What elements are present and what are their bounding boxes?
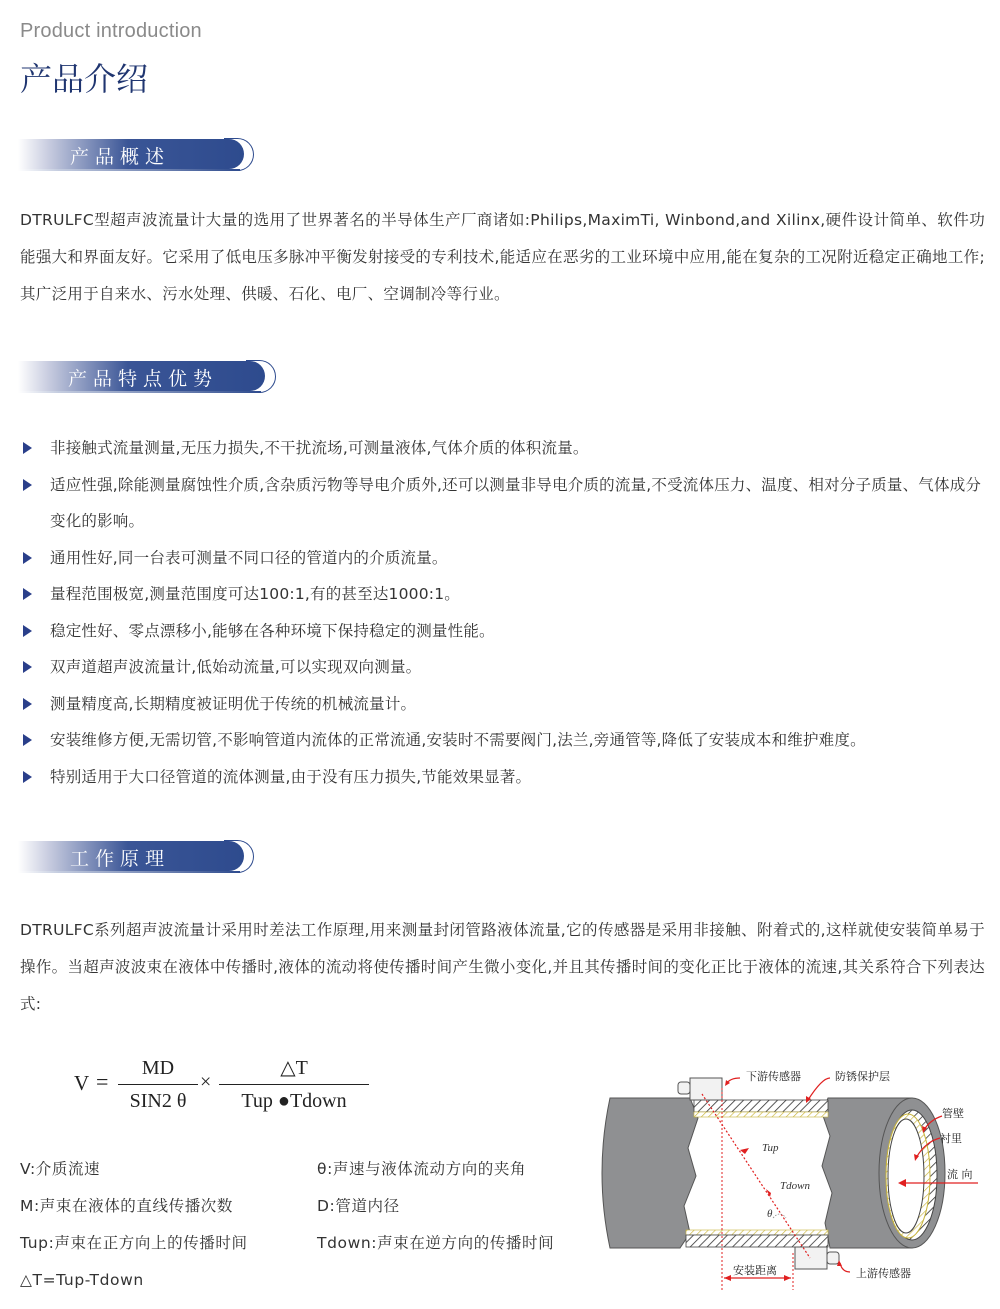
triangle-bullet-icon: [23, 661, 32, 673]
list-item: 通用性好,同一台表可测量不同口径的管道内的介质流量。: [20, 540, 990, 577]
list-item: 稳定性好、零点漂移小,能够在各种环境下保持稳定的测量性能。: [20, 613, 990, 650]
section-title: 产品概述: [70, 146, 171, 168]
triangle-bullet-icon: [23, 698, 32, 710]
label-install-distance: 安装距离: [733, 1264, 777, 1277]
page-title: 产品介绍: [20, 60, 149, 98]
pipe-illustration: [590, 1058, 1000, 1298]
section-title: 工作原理: [70, 848, 171, 870]
features-list: [20, 430, 990, 795]
section-title: 产品特点优势: [68, 368, 219, 390]
list-item: 非接触式流量测量,无压力损失,不干扰流场,可测量液体,气体介质的体积流量。: [20, 430, 990, 467]
triangle-bullet-icon: [23, 588, 32, 600]
ultrasonic-pipe-diagram: [590, 1058, 1000, 1298]
section-tab-principle: [18, 841, 253, 873]
section-tab-overview: [18, 139, 253, 171]
list-item: 适应性强,除能测量腐蚀性介质,含杂质污物等导电介质外,还可以测量非导电介质的流量,不受流体压力、温度、相对分子质量、气体成分变化的影响。: [20, 467, 990, 540]
label-pipe-wall: 管壁: [942, 1107, 964, 1120]
page-subtitle: Product introduction: [20, 20, 202, 42]
list-item: 测量精度高,长期精度被证明优于传统的机械流量计。: [20, 686, 990, 723]
formula-legend: V:介质流速 θ:声速与液体流动方向的夹角 M:声束在液体的直线传播次数 D:管道内径 Tup:声束在正方向上的传播时间 Tdown:声束在逆方向的传播时间 △T=Tup-Tdown: [20, 1160, 555, 1289]
fraction-delta-t: △T Tup ●Tdown: [219, 1055, 369, 1114]
overview-paragraph: DTRULFC型超声波流量计大量的选用了世界著名的半导体生产厂商诸如:Philips,MaximTi, Winbond,and Xilinx,硬件设计简单、软件功能强大和界面友好。它采用了低电压多脉冲平衡发射接受的专利技术,能适应在恶劣的工业环境中应用,能在复杂的工况附近稳定正确地工作;其广泛用于自来水、污水处理、供暖、石化、电厂、空调制冷等行业。: [20, 211, 985, 303]
list-item: 双声道超声波流量计,低始动流量,可以实现双向测量。: [20, 649, 990, 686]
label-tup: Tup: [762, 1142, 779, 1154]
triangle-bullet-icon: [23, 479, 32, 491]
triangle-bullet-icon: [23, 552, 32, 564]
fraction-md: MD SIN2 θ: [118, 1055, 198, 1114]
principle-paragraph: DTRULFC系列超声波流量计采用时差法工作原理,用来测量封闭管路液体流量,它的传感器是采用非接触、附着式的,这样就使安装简单易于操作。当超声波波束在液体中传播时,液体的流动将使传播时间产生微小变化,并且其传播时间的变化正比于液体的流速,其关系符合下列表达式:: [20, 921, 985, 1013]
triangle-bullet-icon: [23, 771, 32, 783]
label-flow-direction: 流 向: [947, 1168, 973, 1181]
triangle-bullet-icon: [23, 625, 32, 637]
triangle-bullet-icon: [23, 734, 32, 746]
list-item: 量程范围极宽,测量范围度可达100:1,有的甚至达1000:1。: [20, 576, 990, 613]
list-item: 安装维修方便,无需切管,不影响管道内流体的正常流通,安装时不需要阀门,法兰,旁通管等,降低了安装成本和维护难度。: [20, 722, 990, 759]
label-lining: 衬里: [940, 1132, 962, 1145]
label-theta: θ: [767, 1208, 773, 1220]
section-tab-features: [18, 361, 274, 393]
label-downstream-sensor: 下游传感器: [746, 1070, 801, 1083]
label-anticorrosion-layer: 防锈保护层: [835, 1070, 890, 1083]
triangle-bullet-icon: [23, 442, 32, 454]
label-tdown: Tdown: [780, 1180, 810, 1192]
list-item: 特别适用于大口径管道的流体测量,由于没有压力损失,节能效果显著。: [20, 759, 990, 796]
label-upstream-sensor: 上游传感器: [856, 1267, 911, 1280]
flow-formula: V = MD SIN2 θ × △T Tup ●Tdown: [74, 1055, 374, 1125]
